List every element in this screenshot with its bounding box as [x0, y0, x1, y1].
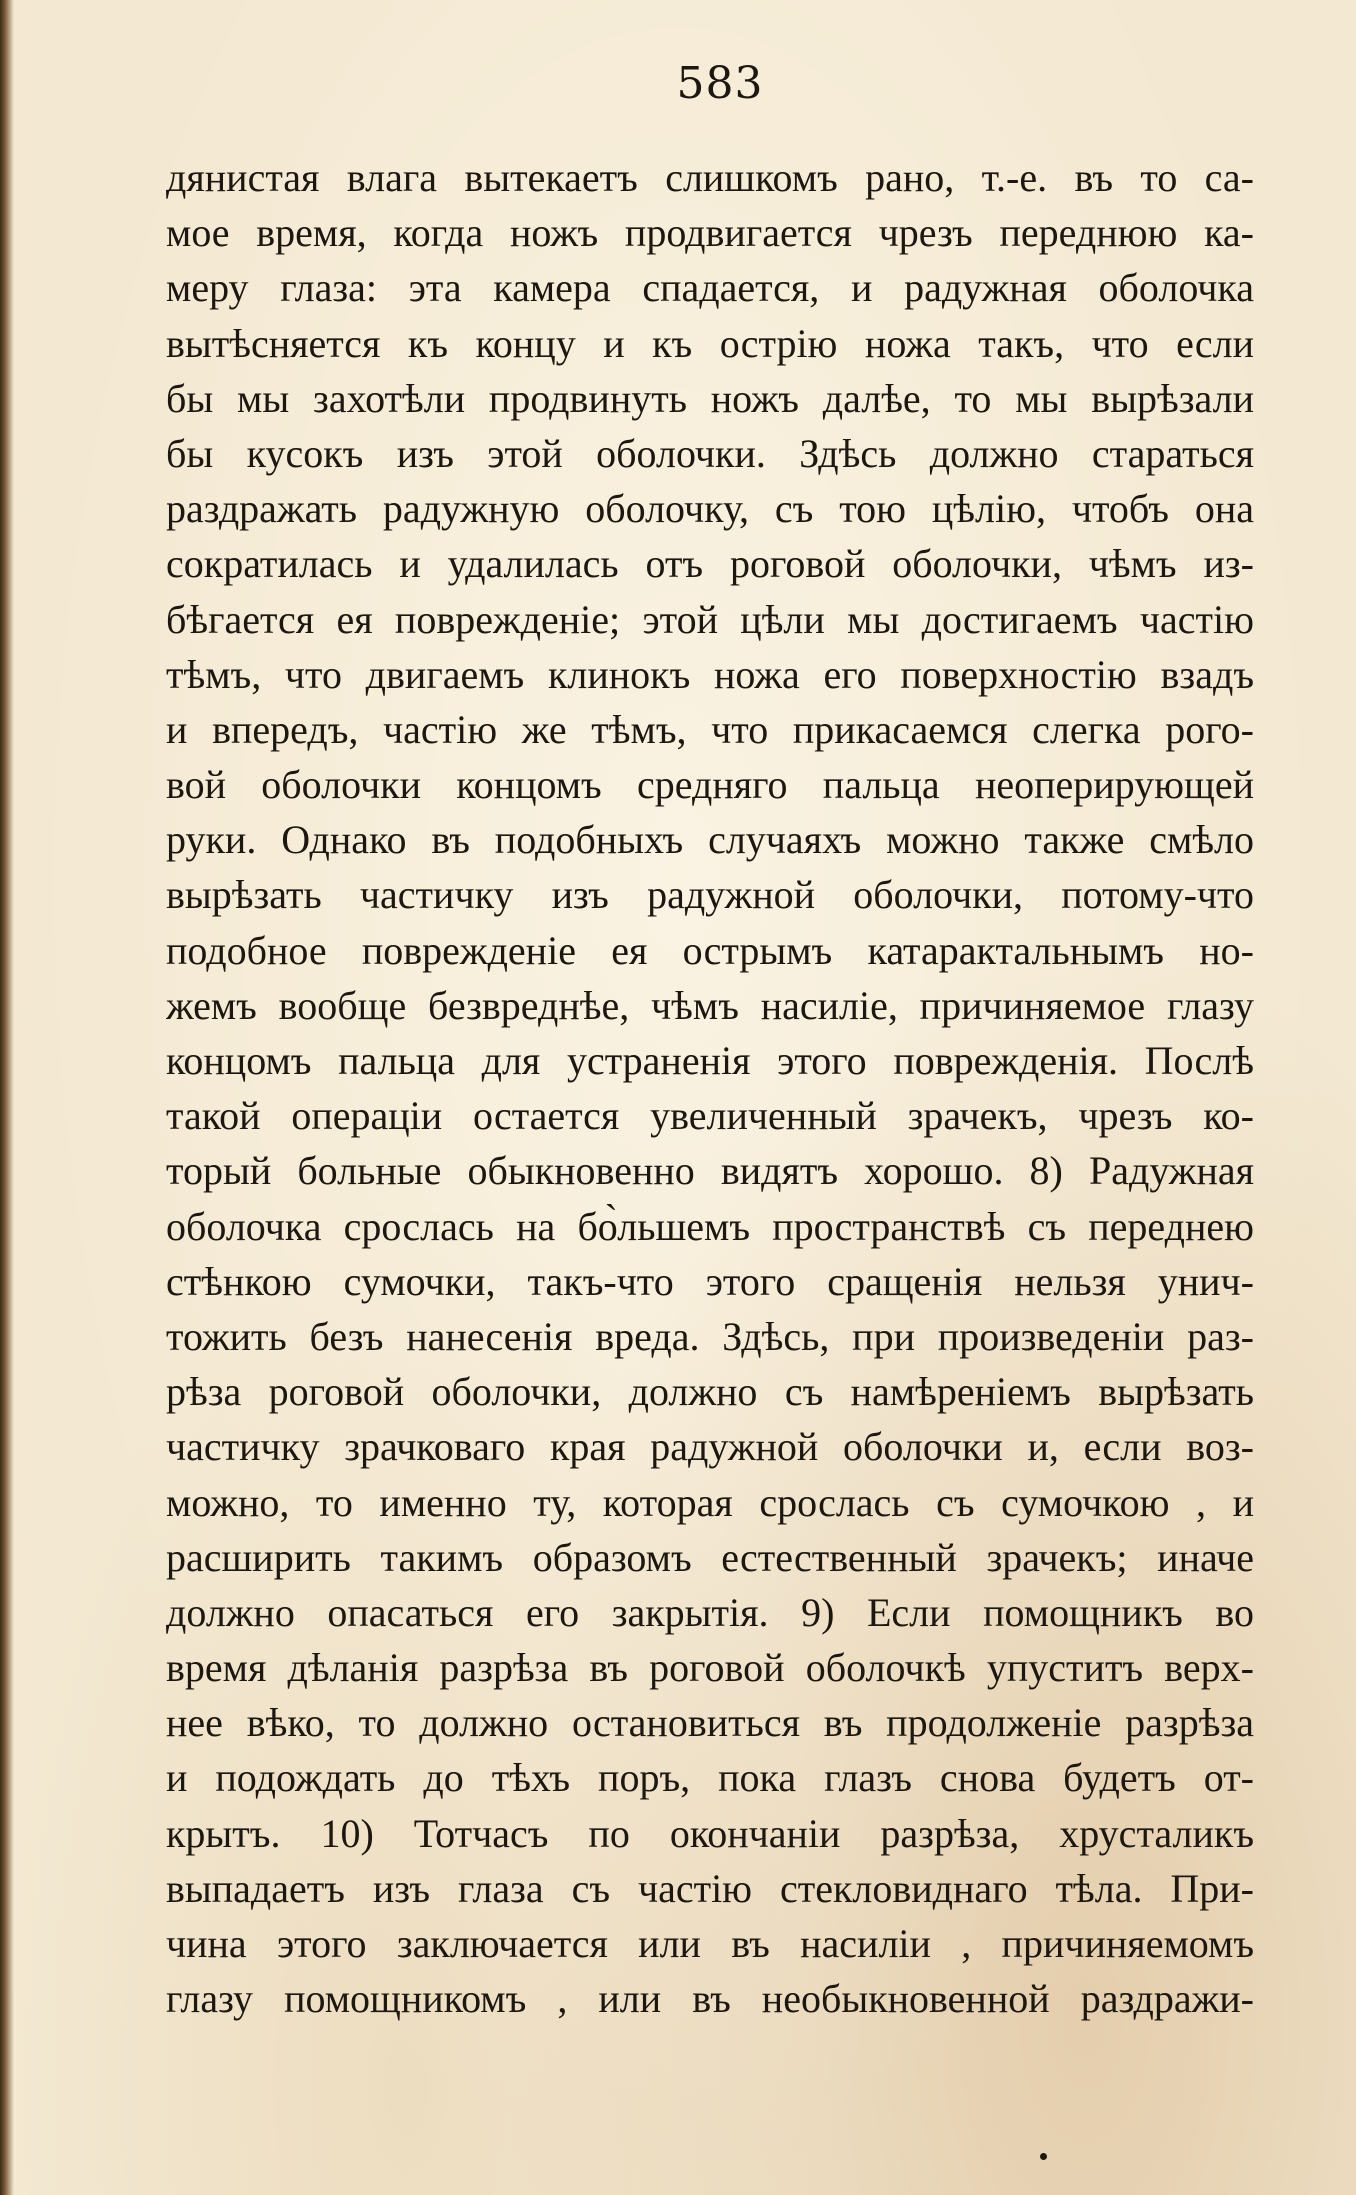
text-line: бы мы захотѣли продвинуть ножъ далѣе, то мы вырѣзали [166, 375, 1254, 421]
text-line: меру глаза: эта камера спадается, и радужная оболочка [166, 265, 1254, 311]
text-line: мое время, когда ножъ продвигается чрезъ переднюю ка- [166, 210, 1254, 256]
text-line: оболочка срослась на бо̀льшемъ пространствѣ съ переднею [166, 1203, 1254, 1249]
text-line: сократилась и удалилась отъ роговой оболочки, чѣмъ из- [166, 541, 1254, 587]
body-text [166, 150, 1254, 2026]
text-line: и впередъ, частію же тѣмъ, что прикасаемся слегка рого- [166, 706, 1254, 752]
text-line: концомъ пальца для устраненія этого поврежденія. Послѣ [166, 1038, 1254, 1083]
text-line: рѣза роговой оболочки, должно съ намѣреніемъ вырѣзать [166, 1369, 1254, 1415]
text-line: бы кусокъ изъ этой оболочки. Здѣсь должно стараться [166, 430, 1254, 476]
text-line: раздражать радужную оболочку, съ тою цѣлію, чтобъ она [166, 486, 1254, 532]
text-line: дянистая влага вытекаетъ слишкомъ рано, т.-е. въ то са- [166, 155, 1254, 200]
text-line: время дѣланія разрѣза въ роговой оболочкѣ упуститъ верх- [166, 1645, 1254, 1691]
text-line: руки. Однако въ подобныхъ случаяхъ можно также смѣло [166, 817, 1254, 863]
text-line: можно, то именно ту, которая срослась съ сумочкою , и [166, 1479, 1254, 1525]
text-line: стѣнкою сумочки, такъ-что этого сращенія нельзя унич- [166, 1258, 1254, 1304]
text-line: выпадаетъ изъ глаза съ частію стекловиднаго тѣла. При- [166, 1865, 1254, 1911]
text-line: частичку зрачковаго края радужной оболочки и, если воз- [166, 1424, 1254, 1470]
text-line: глазу помощникомъ , или въ необыкновенной раздражи- [166, 1976, 1254, 2022]
text-line: нее вѣко, то должно остановиться въ продолженіе разрѣза [166, 1700, 1254, 1746]
text-line: подобное поврежденіе ея острымъ катарактальнымъ но- [166, 927, 1254, 973]
text-line: крытъ. 10) Тотчасъ по окончаніи разрѣза, хрусталикъ [166, 1810, 1254, 1856]
text-line: вытѣсняется къ концу и къ острію ножа такъ, что если [166, 320, 1254, 366]
text-line: чина этого заключается или въ насиліи , причиняемомъ [166, 1921, 1254, 1966]
text-line: бѣгается ея поврежденіе; этой цѣли мы достигаемъ частію [166, 596, 1254, 642]
page-number: 583 [676, 58, 764, 109]
text-line: торый больные обыкновенно видятъ хорошо. 8) Радужная [166, 1148, 1254, 1194]
text-line: расширить такимъ образомъ естественный зрачекъ; иначе [166, 1534, 1254, 1580]
text-line: и подождать до тѣхъ поръ, пока глазъ снова будетъ от- [166, 1755, 1254, 1801]
text-line: вырѣзать частичку изъ радужной оболочки, потому-что [166, 872, 1254, 918]
text-line: тожить безъ нанесенія вреда. Здѣсь, при произведеніи раз- [166, 1313, 1254, 1359]
ink-dot [1040, 2153, 1047, 2160]
page-binding-edge [0, 0, 14, 2195]
text-line: жемъ вообще безвреднѣе, чѣмъ насиліе, причиняемое глазу [166, 982, 1254, 1028]
text-line: тѣмъ, что двигаемъ клинокъ ножа его поверхностію взадъ [166, 651, 1254, 697]
text-line: такой операціи остается увеличенный зрачекъ, чрезъ ко- [166, 1093, 1254, 1139]
text-line: должно опасаться его закрытія. 9) Если помощникъ во [166, 1589, 1254, 1635]
text-line: вой оболочки концомъ средняго пальца неоперирующей [166, 762, 1254, 808]
